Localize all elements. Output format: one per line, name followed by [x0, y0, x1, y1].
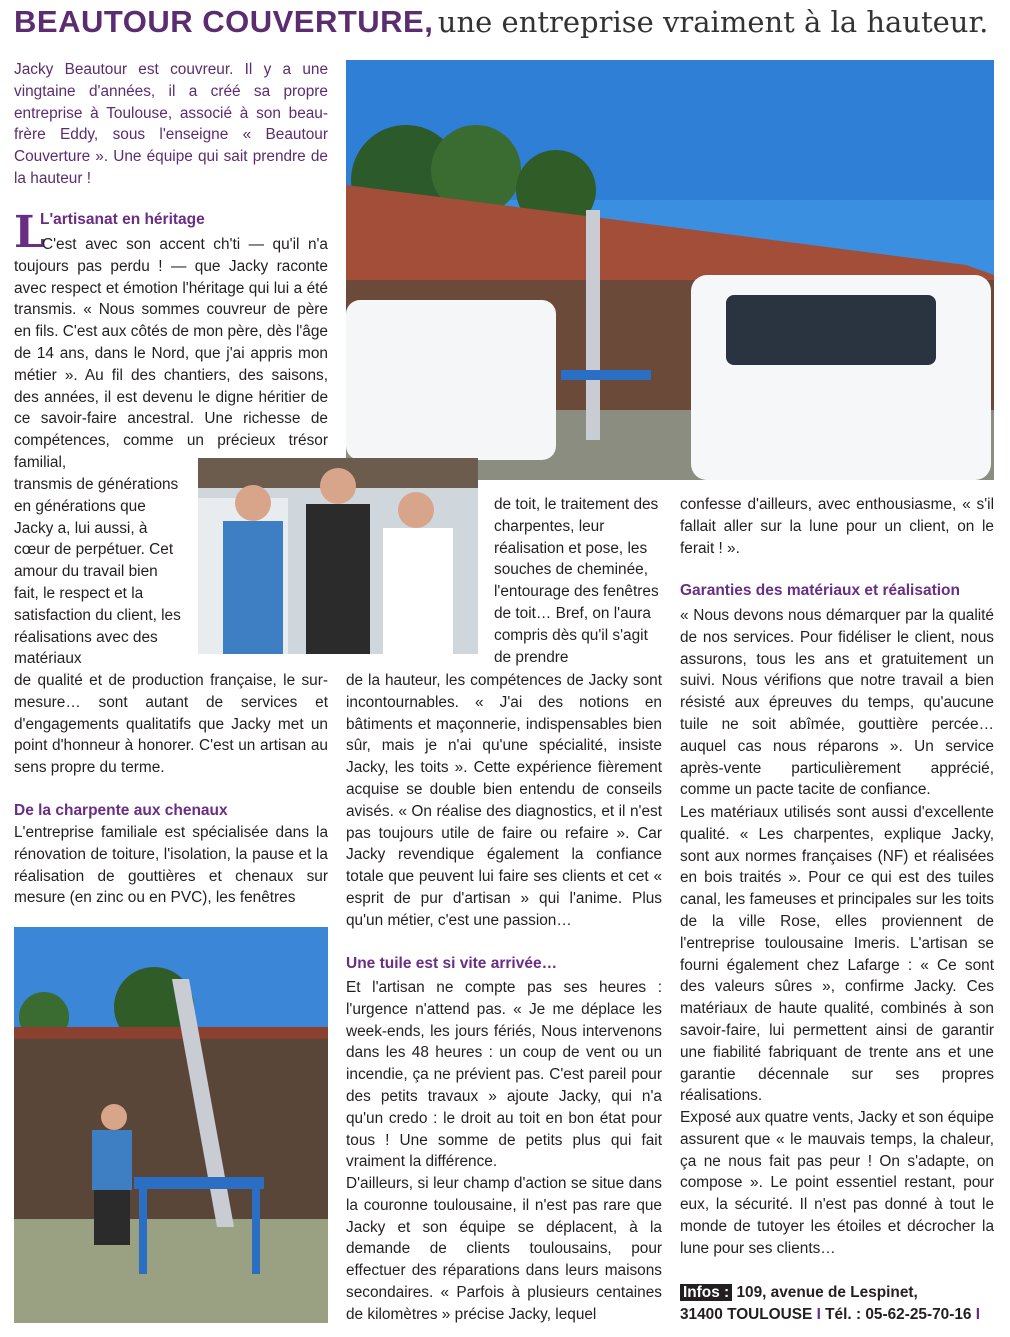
separator: I [816, 1306, 821, 1323]
contact-line-1 [680, 1282, 1000, 1304]
infos-label: Infos : [680, 1284, 732, 1301]
section3-paragraph-1: Et l'artisan ne compte pas ses heures : l'urgence n'attend pas. « Je me déplace les week-ends, les jours fériés, Nous intervenons dans les 48 heures : un coup de vent ou un incendie, ça ne prévient pas. C'est pareil pour des petits travaux » ajoute Jacky, qui n'a qu'un credo : le droit au toit en bon état pour tous ! Une somme de petits plus qui fait vraiment la différence. [346, 979, 662, 1171]
photo-team [198, 458, 478, 654]
page-tagline: une entreprise vraiment à la hauteur. [437, 5, 989, 39]
section1-paragraph-bottom: de qualité et de production française, le sur-mesure… sont autant de services et d'engagements qualitatifs que Jacky met un point d'honneur à honorer. C'est un artisan au sens propre du terme. [14, 672, 328, 777]
intro-paragraph: Jacky Beautour est couvreur. Il y a une vingtaine d'années, il a créé sa propre entreprise à Toulouse, associé à son beau-frère Eddy, sous l'enseigne « Beautour Couverture ». Une équipe qui sait prendre de la hauteur ! [14, 61, 328, 187]
section2-paragraph-cont: de la hauteur, les compétences de Jacky sont incontournables. « J'ai des notions en bâtiments et maçonnerie, indispensables bien sûr, mais je n'ai qu'une spécialité, insiste Jacky, les toits ». Cette expérience fièrement acquise se double bien entendu de conseils avisés. « On réalise des diagnostics, et il n'est pas toujours utile de faire ou refaire ». Car Jacky revendique également la confiance totale que peuvent lui faire ses clients et cet « esprit de pur d'artisan » qui l'anime. Plus qu'un métier, c'est une passion… [346, 672, 662, 929]
heading-garanties: Garanties des matériaux et réalisation [680, 582, 960, 599]
heading-charpente: De la charpente aux chenaux [14, 802, 228, 819]
section4-paragraph-1: « Nous devons nous démarquer par la qualité de nos services. Pour fidéliser le client, nous assurons, tous les ans et gratuitement un suivi. Nous vérifions que notre travail a bien résisté aux épreuves du temps, qu'aucune tuile ne soit abîmée, gouttière percée… auquel cas nous réparons ». Un service après-vente particulièrement apprécié, comme un pacte tacite de confiance. [680, 607, 994, 799]
heading-artisanat: L'artisanat en héritage [40, 211, 205, 228]
section2-paragraph: L'entreprise familiale est spécialisée dans la rénovation de toiture, l'isolation, la pause et la réalisation de gouttières et chenaux sur mesure (en zinc ou en PVC), les fenêtres [14, 824, 328, 907]
section3-paragraph-2: D'ailleurs, si leur champ d'action se situe dans la couronne toulousaine, il n'est pas rare que Jacky et son équipe se déplacent, à la demande de clients toulousains, pour effectuer des réparations dans leurs maisons secondaires. « Parfois à plusieurs centaines de kilomètres » précise Jacky, lequel [346, 1175, 662, 1323]
heading-tuile: Une tuile est si vite arrivée… [346, 955, 558, 972]
section1-paragraph-narrow: transmis de générations en générations que Jacky a, lui aussi, à cœur de perpétuer. Cet amour du travail bien fait, le respect et la satisfaction du client, les réalisations avec des matériaux [14, 476, 181, 668]
drop-cap: L [14, 207, 45, 258]
photo-vans [346, 60, 994, 480]
section4-paragraph-2: Les matériaux utilisés sont aussi d'excellente qualité. « Les charpentes, explique Jacky, sont aux normes françaises (NF) et réalisées en bois traités ». Pour ce qui est des tuiles canal, les fameuses et principales sur les toits de la ville Rose, elles proviennent de l'entreprise toulousaine Imeris. L'artisan se fourni également chez Lafarge : « Ce sont des valeurs sûres », confirme Jacky. Ces matériaux de haute qualité, combinés à son savoir-faire, lui permettent ainsi de garantir une fiabilité fabriquant de trente ans et une garantie décennale sur ses propres réalisations. [680, 804, 994, 1105]
contact-info [680, 1282, 1000, 1326]
section2-paragraph-narrow: de toit, le traitement des charpentes, leur réalisation et pose, les souches de cheminée, l'entourage des fenêtres de toit… Bref, on l'aura compris dès qu'il s'agit de prendre [494, 496, 659, 666]
phone-number: Tél. : 05-62-25-70-16 [825, 1306, 972, 1323]
section4-paragraph-3: Exposé aux quatre vents, Jacky et son équipe assurent que « le mauvais temps, la chaleur, ça ne nous fait pas peur ! On s'adapte, on compose ». Le point essentiel restant, pour eux, la sécurité. Il n'est pas donné à tout le monde de tutoyer les étoiles et décrocher la lune pour ses clients… [680, 1109, 994, 1257]
photo-ladder [14, 927, 328, 1323]
contact-line-2 [680, 1304, 1000, 1326]
brand-name: BEAUTOUR COUVERTURE, [14, 4, 434, 39]
page-title [14, 4, 1004, 48]
separator: I [975, 1306, 981, 1323]
address-street: 109, avenue de Lespinet, [736, 1284, 918, 1301]
address-city: 31400 TOULOUSE [680, 1306, 813, 1323]
section1-paragraph-top: C'est avec son accent ch'ti — qu'il n'a toujours pas perdu ! — que Jacky raconte avec respect et émotion l'héritage qui lui a été transmis. « Nous sommes couvreur de père en fils. C'est aux côtés de mon père, dès l'âge de 14 ans, dans le Nord, que j'ai appris mon métier ». Au fil des chantiers, des saisons, des années, il est devenu le digne héritier de ce savoir-faire ancestral. Une richesse de compétences, comme un précieux trésor familial, [14, 236, 328, 471]
section3-paragraph-cont: confesse d'ailleurs, avec enthousiasme, « s'il fallait aller sur la lune pour un client, on le ferait ! ». [680, 496, 994, 557]
